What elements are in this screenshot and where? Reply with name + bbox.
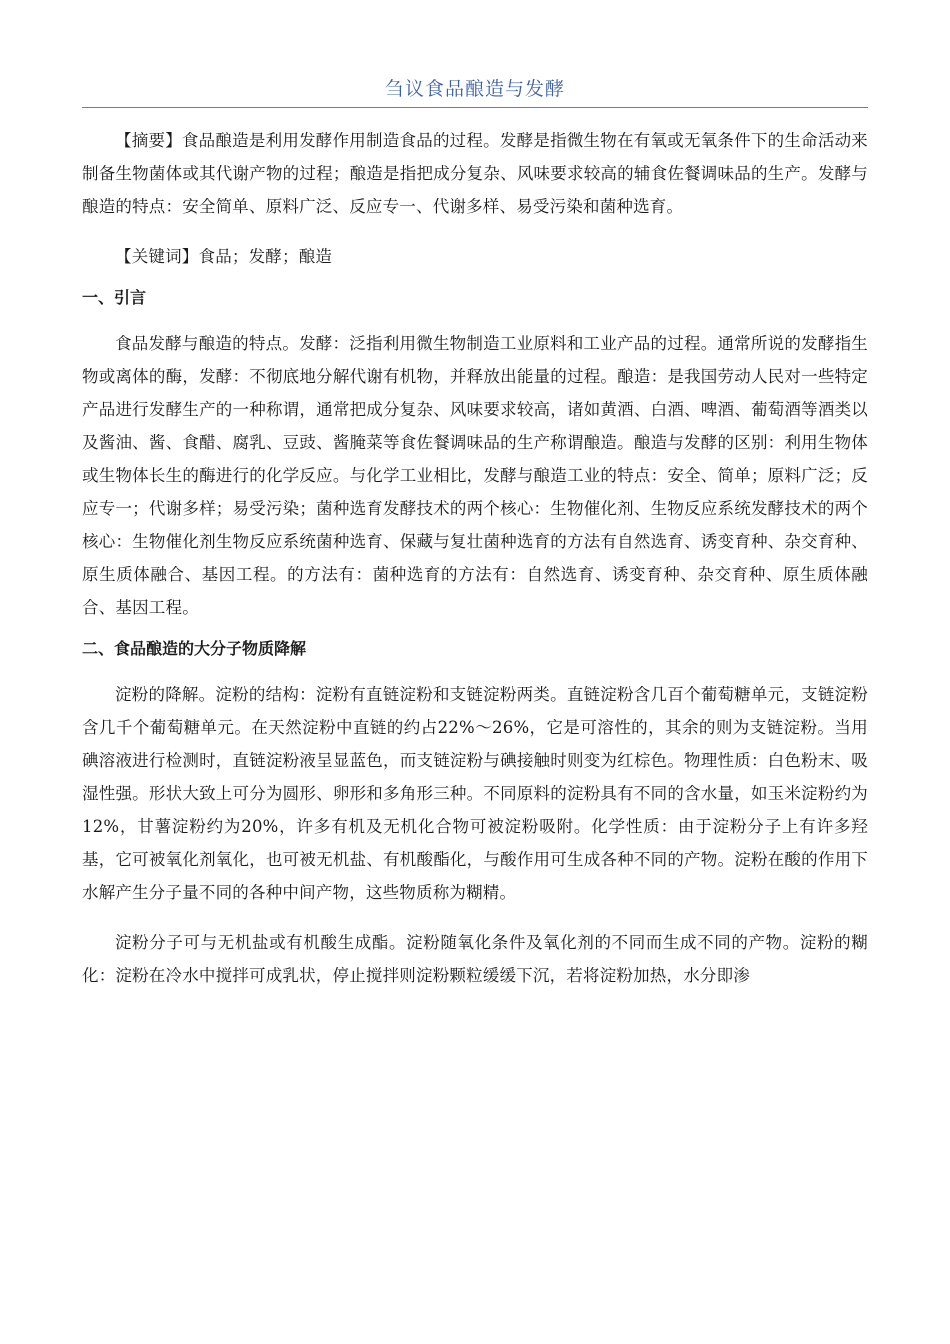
abstract-paragraph: 【摘要】食品酿造是利用发酵作用制造食品的过程。发酵是指微生物在有氧或无氧条件下的生命活动来制备生物菌体或其代谢产物的过程；酿造是指把成分复杂、风味要求较高的辅食佐餐调味品的生产。发酵与酿造的特点：安全简单、原料广泛、反应专一、代谢多样、易受污染和菌种选育。 [82, 131, 868, 216]
document-page [82, 76, 868, 992]
starch-structure-paragraph: 淀粉的降解。淀粉的结构：淀粉有直链淀粉和支链淀粉两类。直链淀粉含几百个葡萄糖单元，支链淀粉含几千个葡萄糖单元。在天然淀粉中直链的约占22%～26%，它是可溶性的，其余的则为支链淀粉。当用碘溶液进行检测时，直链淀粉液呈显蓝色，而支链淀粉与碘接触时则变为红棕色。物理性质：白色粉末、吸湿性强。形状大致上可分为圆形、卵形和多角形三种。不同原料的淀粉具有不同的含水量，如玉米淀粉约为12%，甘薯淀粉约为20%，许多有机及无机化合物可被淀粉吸附。化学性质：由于淀粉分子上有许多羟基，它可被氧化剂氧化，也可被无机盐、有机酸酯化，与酸作用可生成各种不同的产物。淀粉在酸的作用下水解产生分子量不同的各种中间产物，这些物质称为糊精。 [82, 685, 868, 902]
document-title: 刍议食品酿造与发酵 [384, 78, 565, 100]
section-heading-introduction: 一、引言 [82, 288, 147, 307]
starch-esterification-paragraph: 淀粉分子可与无机盐或有机酸生成酯。淀粉随氧化条件及氧化剂的不同而生成不同的产物。淀粉的糊化：淀粉在冷水中搅拌可成乳状，停止搅拌则淀粉颗粒缓缓下沉，若将淀粉加热，水分即渗 [82, 933, 868, 985]
section-heading-macromolecule-degradation: 二、食品酿造的大分子物质降解 [82, 639, 307, 658]
introduction-paragraph: 食品发酵与酿造的特点。发酵：泛指利用微生物制造工业原料和工业产品的过程。通常所说的发酵指生物或离体的酶，发酵：不彻底地分解代谢有机物，并释放出能量的过程。酿造：是我国劳动人民对一些特定产品进行发酵生产的一种称谓，通常把成分复杂、风味要求较高，诸如黄酒、白酒、啤酒、葡萄酒等酒类以及酱油、酱、食醋、腐乳、豆豉、酱腌菜等食佐餐调味品的生产称谓酿造。酿造与发酵的区别：利用生物体或生物体长生的酶进行的化学反应。与化学工业相比，发酵与酿造工业的特点：安全、简单；原料广泛；反应专一；代谢多样；易受污染；菌种选育发酵技术的两个核心：生物催化剂、生物反应系统发酵技术的两个核心：生物催化剂生物反应系统菌种选育、保藏与复壮菌种选育的方法有自然选育、诱变育种、杂交育种、原生质体融合、基因工程。的方法有：菌种选育的方法有：自然选育、诱变育种、杂交育种、原生质体融合、基因工程。 [82, 334, 868, 617]
keywords-line: 【关键词】食品；发酵；酿造 [115, 247, 333, 266]
title-underline [82, 107, 868, 108]
